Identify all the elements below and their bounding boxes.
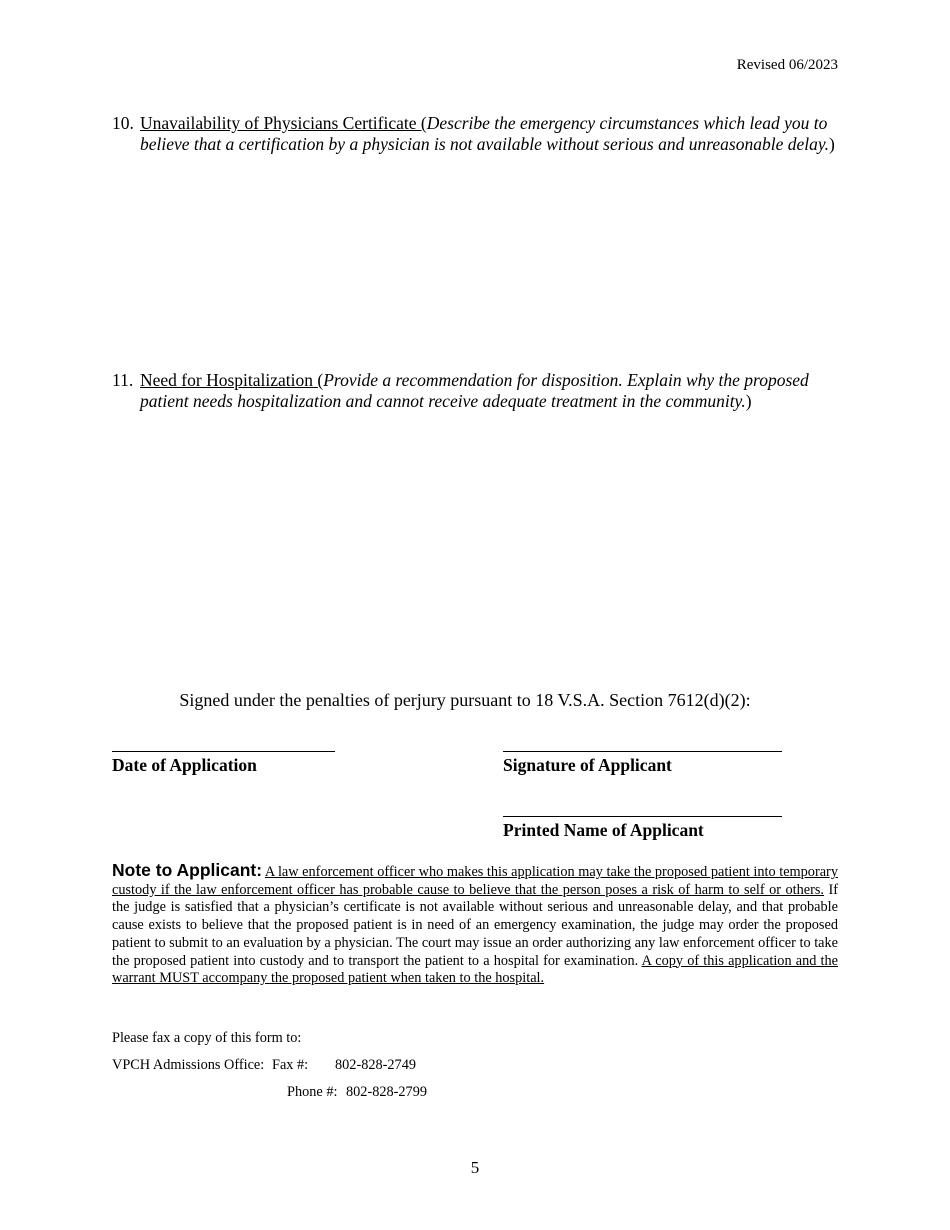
close-paren: )	[829, 134, 835, 154]
fax-instruction: Please fax a copy of this form to:	[112, 1030, 302, 1046]
open-paren: (	[317, 370, 324, 390]
fax-number: 802-828-2749	[335, 1057, 417, 1073]
revised-date: Revised 06/2023	[736, 57, 838, 73]
phone-label: Phone #:	[287, 1084, 338, 1100]
signature-label: Signature of Applicant	[503, 755, 672, 775]
section-instruction: Provide a recommendation for disposition. Explain why the proposed patient needs hospitalization and cannot receive adequate treatment in the community.	[140, 370, 809, 411]
section-number: 10.	[112, 113, 134, 133]
date-label: Date of Application	[112, 755, 257, 775]
fax-office-label: VPCH Admissions Office:	[112, 1057, 265, 1073]
section-number: 11.	[112, 370, 134, 390]
phone-number: 802-828-2799	[346, 1084, 428, 1100]
date-signature-line	[112, 751, 335, 752]
note-underlined-2: A copy of this application and the warrant MUST accompany the proposed patient when taken to the hospital.	[112, 952, 838, 987]
section-10	[112, 113, 842, 155]
applicant-signature-line	[503, 751, 782, 752]
note-to-applicant	[112, 862, 838, 988]
section-title: Need for Hospitalization	[140, 370, 318, 390]
perjury-statement: Signed under the penalties of perjury pursuant to 18 V.S.A. Section 7612(d)(2):	[179, 690, 751, 710]
note-underlined-1: A law enforcement officer who makes this application may take the proposed patient into temporary custody if the law enforcement officer has probable cause to believe that the person poses a risk of harm to self or others.	[112, 864, 838, 898]
note-body: If the judge is satisfied that a physician’s certificate is not available without serious and unreasonable delay, and that probable cause exists to believe that the proposed patient is in need of an emergency examination, the judge may order the proposed patient to submit to an evaluation by a physician. The court may issue an order authorizing any law enforcement officer to take the proposed patient into custody and to transport the patient to a hospital for examination.	[112, 881, 838, 969]
open-paren: (	[420, 113, 427, 133]
section-11	[112, 370, 842, 412]
note-lead: Note to Applicant:	[112, 860, 263, 880]
printed-name-label: Printed Name of Applicant	[503, 820, 704, 840]
section-instruction: Describe the emergency circumstances which lead you to believe that a certification by a physician is not available without serious and unreasonable delay.	[140, 113, 830, 154]
close-paren: )	[745, 391, 752, 411]
section-title: Unavailability of Physicians Certificate	[140, 113, 421, 133]
printed-name-line	[503, 816, 782, 817]
fax-label: Fax #:	[272, 1057, 309, 1073]
page-number: 5	[470, 1158, 480, 1177]
